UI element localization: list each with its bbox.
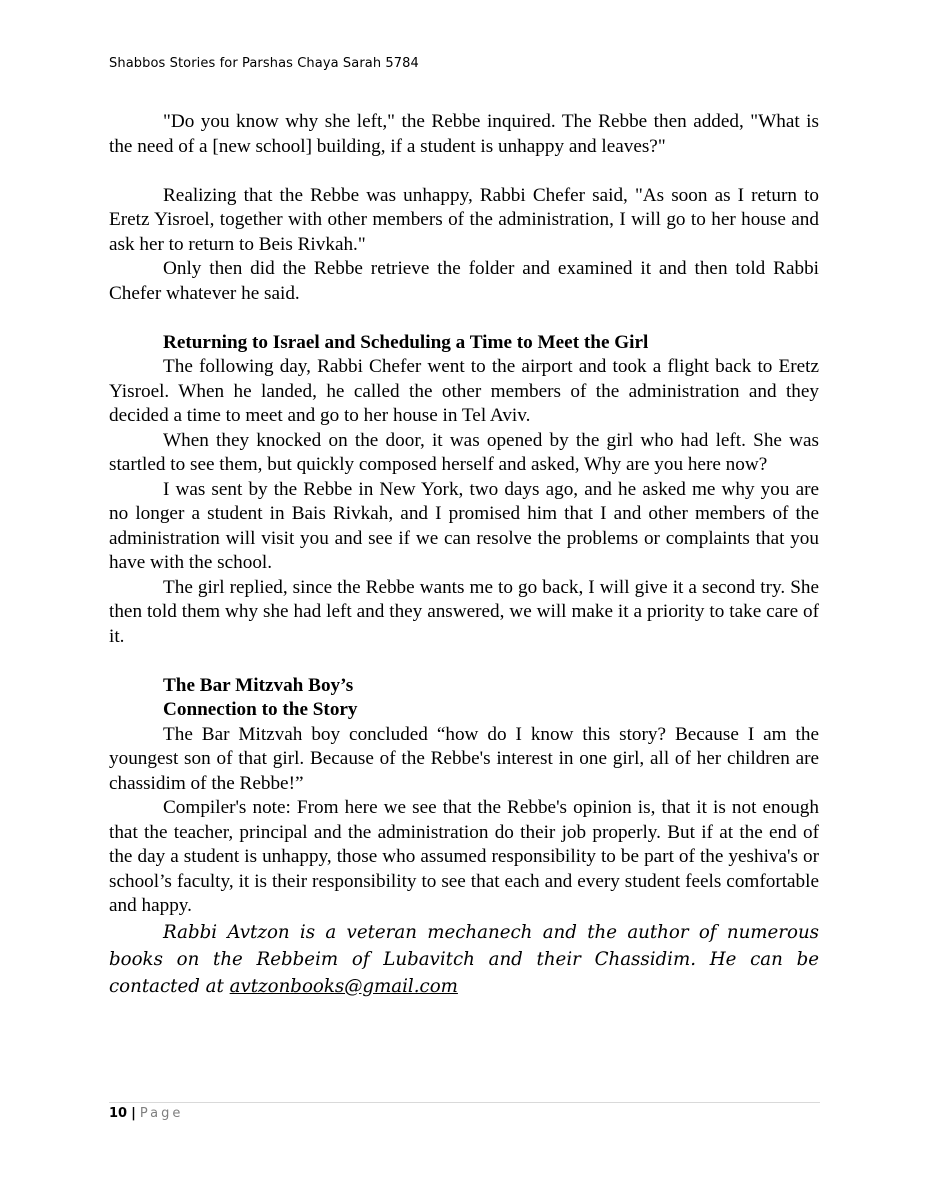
paragraph-girl-replied: The girl replied, since the Rebbe wants me to go back, I will give it a second try. She then told them why she had left and they answered, we will make it a priority to take care of it.: [109, 576, 819, 647]
section-heading-bar-mitzvah-line2: Connection to the Story: [163, 699, 358, 720]
paragraph-bar-mitzvah-boy: The Bar Mitzvah boy concluded “how do I know this story? Because I am the youngest son of that girl. Because of the Rebbe's interest in one girl, all of her children are chassidim of the Rebbe!”: [109, 723, 819, 794]
section-heading-bar-mitzvah-line1: The Bar Mitzvah Boy’s: [163, 674, 354, 696]
footer-separator: |: [131, 1106, 136, 1121]
footer-divider: [109, 1102, 820, 1103]
paragraph-gap: [109, 306, 819, 331]
author-bio: [109, 919, 819, 1000]
paragraph-compilers-note: Compiler's note: From here we see that the Rebbe's opinion is, that it is not enough that the teacher, principal and the administration do their job properly. But if at the end of the day a student is unhappy, those who assumed responsibility to be part of the yeshiva's or school’s faculty, it is their responsibility to see that each and every student feels comfortable and happy.: [109, 797, 819, 916]
article-body: [109, 110, 819, 1000]
page-number: 10: [109, 1106, 128, 1121]
paragraph-gap: [109, 649, 819, 674]
page-label: Page: [139, 1106, 184, 1121]
paragraph-sent-by-rebbe: I was sent by the Rebbe in New York, two days ago, and he asked me why you are no longer a student in Bais Rivkah, and I promised him that I and other members of the administration will visit you and see if we can resolve the problems or complaints that you have with the school.: [109, 478, 819, 573]
paragraph-rebbe-inquiry: "Do you know why she left," the Rebbe inquired. The Rebbe then added, "What is the need of a [new school] building, if a student is unhappy and leaves?": [109, 111, 819, 157]
paragraph-rebbe-folder: Only then did the Rebbe retrieve the folder and examined it and then told Rabbi Chefer whatever he said.: [109, 258, 819, 304]
author-email-link[interactable]: avtzonbooks@gmail.com: [229, 975, 458, 997]
running-header: Shabbos Stories for Parshas Chaya Sarah 5784: [109, 56, 419, 71]
paragraph-flight-back: The following day, Rabbi Chefer went to the airport and took a flight back to Eretz Yisroel. When he landed, he called the other members of the administration and they decided a time to meet and go to her house in Tel Aviv.: [109, 356, 819, 426]
paragraph-rabbi-chefer-promise: Realizing that the Rebbe was unhappy, Rabbi Chefer said, "As soon as I return to Eretz Yisroel, together with other members of the administration, I will go to her house and ask her to return to Beis Rivkah.": [109, 184, 819, 255]
author-bio-text: Rabbi Avtzon is a veteran mechanech and the author of numerous books on the Rebbeim of Lubavitch and their Chassidim. He can be contacted at: [109, 921, 819, 997]
paragraph-gap: [109, 159, 819, 184]
section-heading-returning: Returning to Israel and Scheduling a Time to Meet the Girl: [163, 331, 649, 353]
paragraph-knock-door: When they knocked on the door, it was opened by the girl who had left. She was startled to see them, but quickly composed herself and asked, Why are you here now?: [109, 429, 819, 475]
page-footer: [109, 1106, 183, 1121]
